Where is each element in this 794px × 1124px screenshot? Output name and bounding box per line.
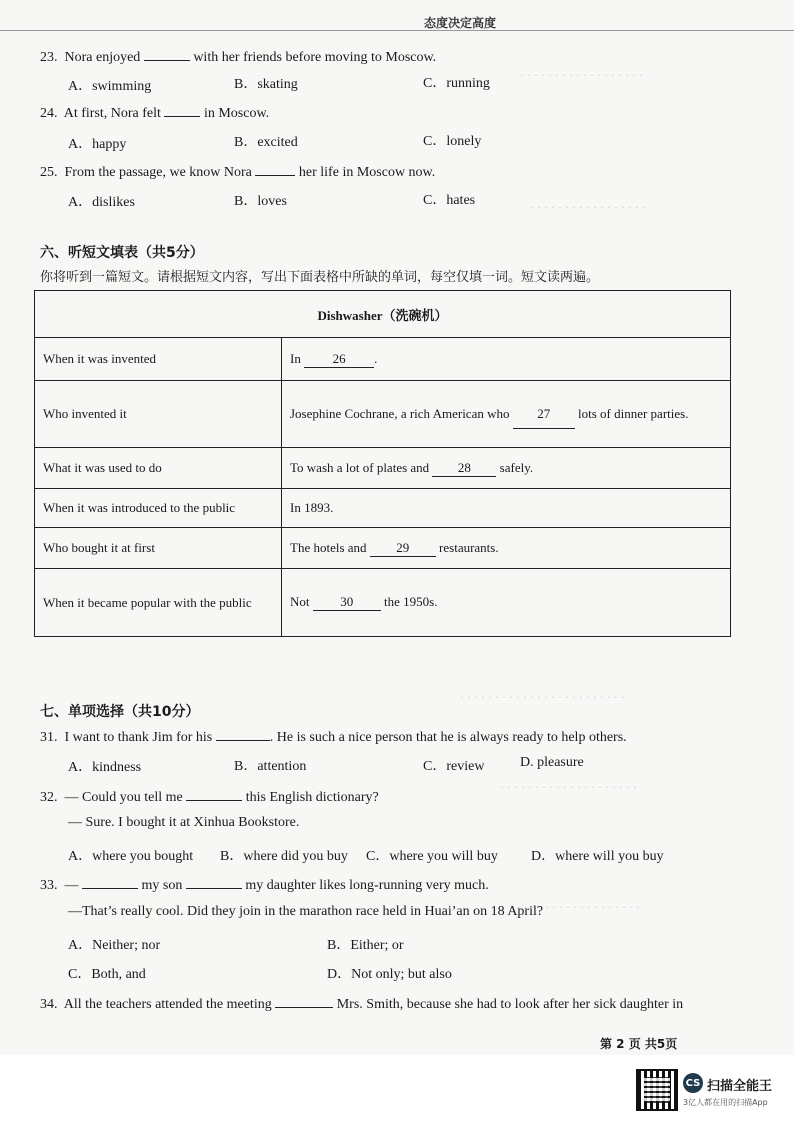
option-c[interactable]: C．hates [423, 193, 476, 208]
question-number: 23. [40, 50, 58, 65]
answer-blank[interactable] [144, 46, 190, 61]
question-stem-end: my daughter likes long-running very much. [245, 878, 489, 893]
row-question: When it was introduced to the public [35, 489, 282, 528]
question-stem: All the teachers attended the meeting [63, 997, 272, 1012]
answer-blank[interactable] [216, 726, 270, 741]
row-answer: To wash a lot of plates and 28 safely. [282, 448, 731, 489]
answer-blank[interactable]: 28 [432, 460, 496, 477]
question-stem-end: her life in Moscow now. [298, 165, 436, 180]
option-a[interactable]: A．where you bought [68, 849, 194, 864]
table-row [35, 489, 731, 528]
header-rule [0, 30, 794, 31]
answer-blank[interactable]: 30 [313, 594, 381, 611]
question-23 [40, 46, 436, 66]
row-answer: In 26 . [282, 338, 731, 381]
question-number: 31. [40, 730, 58, 745]
dishwasher-table [34, 290, 731, 637]
option-c[interactable]: C．Both, and [68, 967, 146, 982]
bleed-through-text: · · · · · · · · · · · · · · · · · · · · [500, 780, 637, 794]
option-d[interactable]: D．where will you buy [531, 849, 664, 864]
camscanner-logo-icon: CS [683, 1073, 703, 1093]
option-a[interactable]: A．swimming [68, 79, 152, 94]
section-7-title: 七、单项选择（共10分） [40, 704, 200, 720]
row-question: When it became popular with the public [35, 569, 282, 637]
question-stem-end: Mrs. Smith, because she had to look after her sick daughter in [336, 997, 684, 1012]
question-34 [40, 993, 683, 1013]
section-6-instruction: 你将听到一篇短文。请根据短文内容，写出下面表格中所缺的单词，每空仅填一词。短文读两遍。 [40, 270, 600, 285]
question-stem: From the passage, we know Nora [64, 165, 252, 180]
option-c[interactable]: C．running [423, 76, 490, 91]
option-a[interactable]: A．dislikes [68, 195, 135, 210]
question-number: 25. [40, 165, 58, 180]
question-32-reply: — Sure. I bought it at Xinhua Bookstore. [68, 815, 300, 830]
question-33 [40, 874, 489, 894]
table-row [35, 528, 731, 569]
question-number: 32. [40, 790, 58, 805]
question-stem: — Could you tell me [64, 790, 183, 805]
answer-blank[interactable]: 27 [513, 400, 575, 429]
table-row [35, 569, 731, 637]
section-6-title: 六、听短文填表（共5分） [40, 245, 204, 261]
row-question: Who invented it [35, 381, 282, 448]
qr-code-icon [636, 1069, 678, 1111]
table-row [35, 381, 731, 448]
header-motto: 态度决定高度 [424, 16, 497, 30]
option-c[interactable]: C．where you will buy [366, 849, 498, 864]
question-stem-end: . He is such a nice person that he is always ready to help others. [269, 730, 627, 745]
answer-blank[interactable] [275, 993, 333, 1008]
answer-blank[interactable] [186, 874, 242, 889]
question-stem-mid: my son [141, 878, 183, 893]
row-answer: In 1893. [282, 489, 731, 528]
option-a[interactable]: A．Neither; nor [68, 938, 161, 953]
question-number: 24. [40, 106, 58, 121]
question-stem-end: in Moscow. [203, 106, 270, 121]
bleed-through-text: · · · · · · · · · · · · · · · · · · [520, 68, 643, 82]
option-b[interactable]: B．skating [234, 77, 298, 92]
option-a[interactable]: A．kindness [68, 760, 142, 775]
answer-blank[interactable] [82, 874, 138, 889]
question-stem: I want to thank Jim for his [64, 730, 213, 745]
question-stem-end: with her friends before moving to Moscow. [193, 50, 437, 65]
option-b[interactable]: B．Either; or [327, 938, 404, 953]
question-stem: Nora enjoyed [64, 50, 141, 65]
option-b[interactable]: B．where did you buy [220, 849, 348, 864]
scanner-tagline: 3亿人都在用的扫描App [683, 1098, 768, 1107]
option-d[interactable]: D．Not only; but also [327, 967, 452, 982]
bleed-through-text: · · · · · · · · · · · · · · · · · · · [510, 900, 640, 914]
answer-blank[interactable]: 26 [304, 351, 374, 368]
option-a[interactable]: A．happy [68, 137, 127, 152]
answer-blank[interactable] [164, 102, 200, 117]
bleed-through-text: · · · · · · · · · · · · · · · · · [530, 200, 646, 214]
question-31 [40, 726, 627, 746]
answer-blank[interactable] [255, 161, 295, 176]
option-c[interactable]: C．lonely [423, 134, 482, 149]
row-answer: The hotels and 29 restaurants. [282, 528, 731, 569]
question-32 [40, 786, 379, 806]
row-question: When it was invented [35, 338, 282, 381]
scanner-brand: 扫描全能王 [707, 1079, 773, 1094]
bleed-through-text: · · · · · · · · · · · · · · · · · · · · · · · · [460, 690, 625, 704]
option-b[interactable]: B．attention [234, 759, 307, 774]
question-33-reply: —That’s really cool. Did they join in the marathon race held in Huai’an on 18 April? [68, 904, 544, 919]
question-25 [40, 161, 435, 181]
table-row [35, 338, 731, 381]
row-answer: Josephine Cochrane, a rich American who 27 lots of dinner parties. [282, 381, 731, 448]
option-b[interactable]: B．loves [234, 194, 287, 209]
option-c[interactable]: C．review [423, 759, 485, 774]
table-row [35, 448, 731, 489]
answer-blank[interactable]: 29 [370, 540, 436, 557]
question-stem: At first, Nora felt [63, 106, 161, 121]
question-stem-end: this English dictionary? [245, 790, 379, 805]
option-d[interactable]: D. pleasure [520, 755, 584, 770]
row-question: Who bought it at first [35, 528, 282, 569]
question-24 [40, 102, 269, 122]
question-number: 33. [40, 878, 58, 893]
table-title: Dishwasher（洗碗机） [35, 291, 731, 338]
page-number: 第 2 页 共5页 [600, 1037, 678, 1051]
question-number: 34. [40, 997, 58, 1012]
row-question: What it was used to do [35, 448, 282, 489]
row-answer: Not 30 the 1950s. [282, 569, 731, 637]
answer-blank[interactable] [186, 786, 242, 801]
option-b[interactable]: B．excited [234, 135, 298, 150]
question-stem: — [64, 878, 79, 893]
